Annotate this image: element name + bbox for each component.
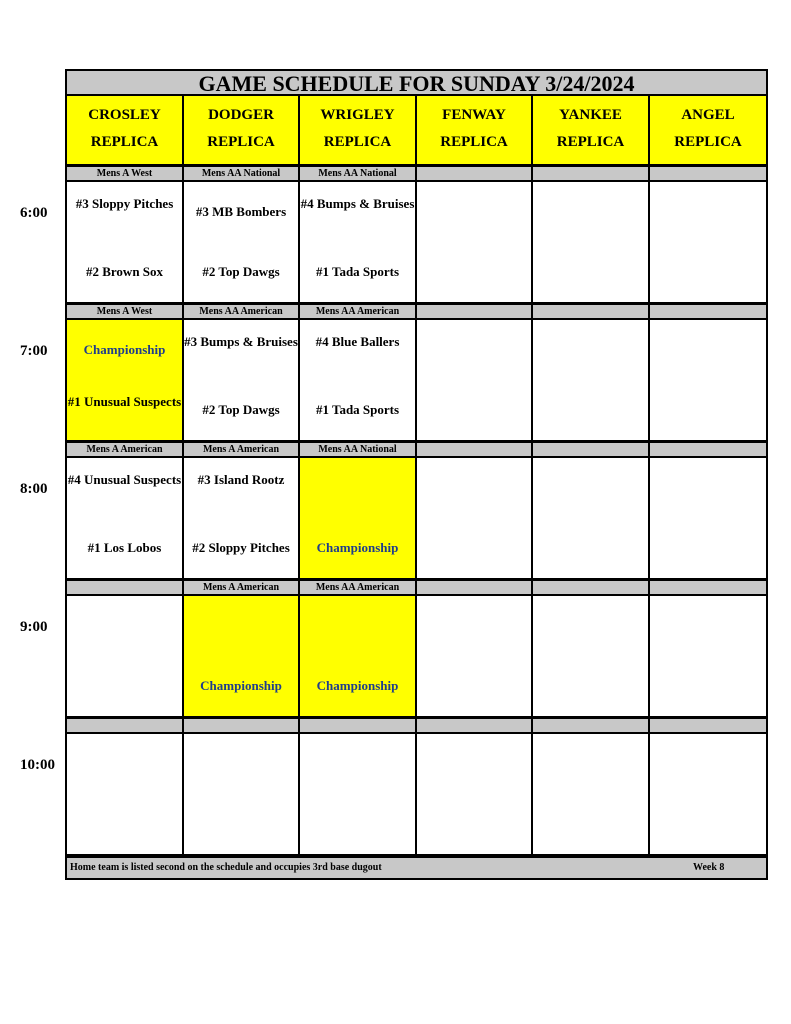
home-team: #1 Tada Sports	[315, 402, 400, 417]
game-cell	[417, 320, 533, 442]
game-cell	[533, 182, 650, 304]
game-cell	[533, 734, 650, 856]
home-team: #2 Brown Sox	[85, 264, 164, 279]
time-label: 6:00	[20, 205, 48, 221]
week-label: Week 8	[693, 862, 725, 873]
game-cell	[533, 458, 650, 580]
division-label	[533, 304, 650, 320]
field-type: REPLICA	[207, 134, 275, 150]
field-name: FENWAY	[442, 107, 506, 123]
division-label: Mens A American	[184, 442, 300, 458]
division-label	[417, 580, 533, 596]
division-label	[650, 166, 766, 182]
time-label: 8:00	[20, 481, 48, 497]
division-label	[533, 580, 650, 596]
field-type: REPLICA	[323, 134, 392, 150]
field-header-crosley	[67, 96, 184, 166]
division-label	[650, 580, 766, 596]
away-team: Championship	[83, 342, 166, 357]
game-cell	[67, 458, 184, 580]
game-cell	[67, 596, 184, 718]
game-cell	[184, 734, 300, 856]
division-label	[650, 442, 766, 458]
home-team: Championship	[316, 540, 399, 555]
game-cell	[300, 734, 417, 856]
away-team: #3 Sloppy Pitches	[75, 196, 174, 211]
game-cell	[67, 182, 184, 304]
game-cell	[650, 182, 766, 304]
division-label: Mens AA National	[184, 166, 300, 182]
division-label	[650, 304, 766, 320]
field-header-fenway	[417, 96, 533, 166]
home-team: #2 Sloppy Pitches	[192, 540, 290, 555]
game-cell	[650, 320, 766, 442]
game-cell	[67, 734, 184, 856]
game-cell	[67, 320, 184, 442]
division-label	[533, 166, 650, 182]
game-cell	[184, 320, 300, 442]
division-label	[533, 718, 650, 734]
away-team: #4 Unusual Suspects	[67, 472, 182, 487]
game-cell	[533, 320, 650, 442]
division-label: Mens A American	[184, 580, 300, 596]
division-label	[650, 718, 766, 734]
field-type: REPLICA	[90, 134, 159, 150]
game-cell	[650, 596, 766, 718]
footer-bar	[67, 856, 766, 878]
time-label: 9:00	[20, 619, 48, 635]
division-label: Mens A West	[67, 304, 184, 320]
time-label: 10:00	[20, 757, 55, 773]
game-cell	[417, 182, 533, 304]
home-team: Championship	[200, 678, 282, 693]
field-name: ANGEL	[681, 107, 735, 123]
division-label	[417, 442, 533, 458]
division-label: Mens AA National	[300, 442, 417, 458]
game-cell	[184, 596, 300, 718]
division-label	[67, 580, 184, 596]
division-label: Mens A American	[67, 442, 184, 458]
division-label	[417, 304, 533, 320]
game-cell	[533, 596, 650, 718]
division-label	[533, 442, 650, 458]
game-cell	[417, 458, 533, 580]
home-team: #1 Los Lobos	[87, 540, 162, 555]
division-label	[67, 718, 184, 734]
page-title: GAME SCHEDULE FOR SUNDAY 3/24/2024	[67, 71, 766, 96]
game-cell	[300, 596, 417, 718]
field-type: REPLICA	[556, 134, 625, 150]
home-team: #1 Tada Sports	[315, 264, 400, 279]
game-cell	[184, 182, 300, 304]
division-label: Mens A West	[67, 166, 184, 182]
game-cell	[417, 734, 533, 856]
division-label: Mens AA National	[300, 166, 417, 182]
field-header-yankee	[533, 96, 650, 166]
away-team: #3 MB Bombers	[195, 204, 287, 219]
field-type: REPLICA	[674, 134, 742, 150]
game-cell	[650, 458, 766, 580]
game-cell	[184, 458, 300, 580]
home-team: #2 Top Dawgs	[202, 402, 280, 417]
field-type: REPLICA	[440, 134, 508, 150]
home-team: #2 Top Dawgs	[202, 264, 280, 279]
game-cell	[300, 182, 417, 304]
division-label: Mens AA American	[300, 304, 417, 320]
field-name: YANKEE	[559, 107, 622, 123]
home-team: Championship	[316, 678, 399, 693]
field-header-dodger	[184, 96, 300, 166]
away-team: #3 Island Rootz	[197, 472, 285, 487]
schedule-sheet	[65, 69, 768, 880]
game-cell	[650, 734, 766, 856]
game-cell	[417, 596, 533, 718]
field-name: WRIGLEY	[320, 107, 395, 123]
field-header-angel	[650, 96, 766, 166]
division-label	[417, 718, 533, 734]
division-label	[417, 166, 533, 182]
division-label: Mens AA American	[300, 580, 417, 596]
game-cell	[300, 458, 417, 580]
division-label: Mens AA American	[184, 304, 300, 320]
division-label	[300, 718, 417, 734]
away-team: #3 Bumps & Bruises	[184, 334, 298, 349]
home-team-note: Home team is listed second on the schedule and occupies 3rd base dugout	[70, 862, 382, 873]
field-name: DODGER	[208, 107, 274, 123]
division-label	[184, 718, 300, 734]
field-name: CROSLEY	[88, 107, 161, 123]
away-team: #4 Blue Ballers	[315, 334, 400, 349]
field-header-wrigley	[300, 96, 417, 166]
home-team: #1 Unusual Suspects	[67, 394, 182, 409]
away-team: #4 Bumps & Bruises	[300, 196, 415, 211]
game-cell	[300, 320, 417, 442]
time-label: 7:00	[20, 343, 48, 359]
